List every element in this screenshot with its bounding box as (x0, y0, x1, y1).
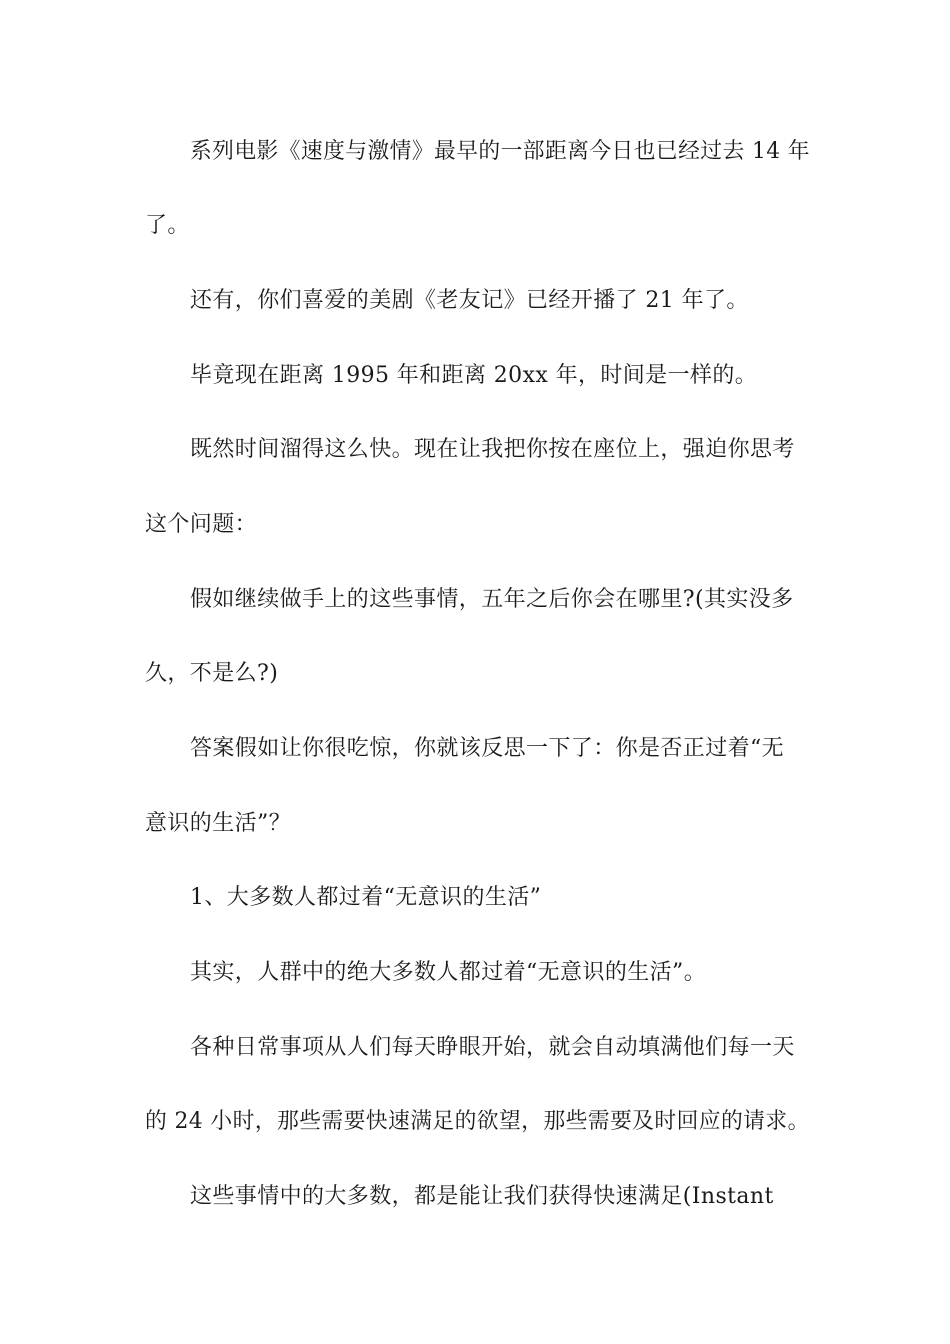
paragraph-line-8: 久，不是么?) (145, 661, 279, 686)
paragraph-line-13: 各种日常事项从人们每天睁眼开始，就会自动填满他们每一天 (190, 1035, 795, 1060)
paragraph-line-1: 系列电影《速度与激情》最早的一部距离今日也已经过去 14 年 (190, 139, 810, 164)
paragraph-line-14: 的 24 小时，那些需要快速满足的欲望，那些需要及时回应的请求。 (145, 1109, 810, 1134)
paragraph-line-2: 了。 (145, 213, 190, 238)
paragraph-line-12: 其实，人群中的绝大多数人都过着“无意识的生活”。 (190, 960, 707, 985)
paragraph-line-10: 意识的生活”？ (145, 811, 292, 836)
paragraph-line-15: 这些事情中的大多数，都是能让我们获得快速满足(Instant (190, 1184, 774, 1209)
section-heading: 1、大多数人都过着“无意识的生活” (190, 885, 542, 910)
paragraph-line-4: 毕竟现在距离 1995 年和距离 20xx 年，时间是一样的。 (190, 363, 758, 388)
paragraph-line-6: 这个问题： (145, 512, 258, 537)
paragraph-line-5: 既然时间溜得这么快。现在让我把你按在座位上，强迫你思考 (190, 437, 795, 462)
paragraph-line-9: 答案假如让你很吃惊，你就该反思一下了：你是否正过着“无 (190, 736, 785, 761)
paragraph-line-3: 还有，你们喜爱的美剧《老友记》已经开播了 21 年了。 (190, 288, 749, 313)
paragraph-line-7: 假如继续做手上的这些事情，五年之后你会在哪里?(其实没多 (190, 587, 794, 612)
